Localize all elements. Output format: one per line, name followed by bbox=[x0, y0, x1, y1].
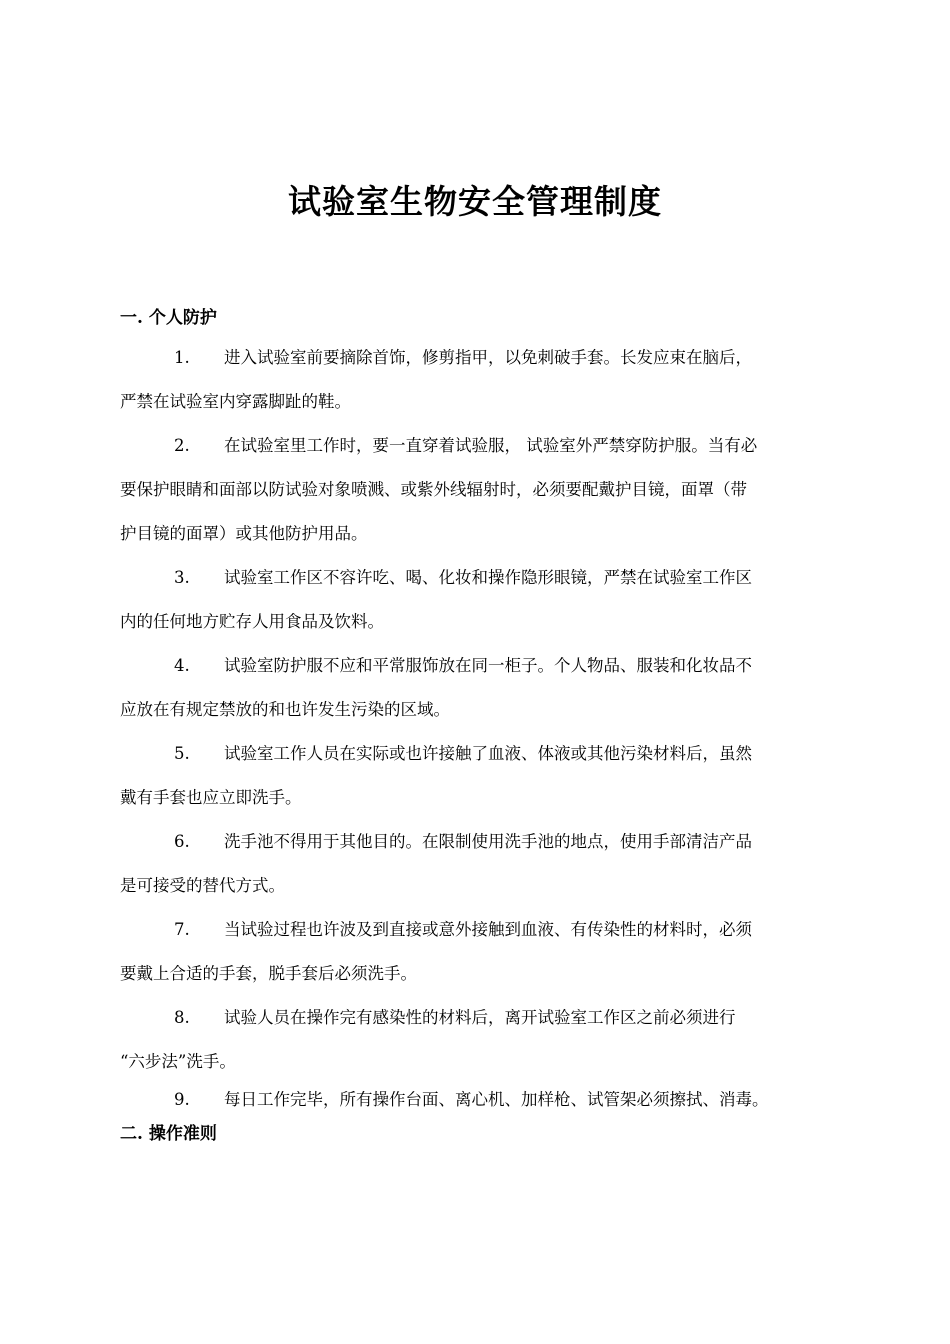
list-item-text: 试验人员在操作完有感染性的材料后，离开试验室工作区之前必须进行 bbox=[224, 1008, 736, 1027]
list-item-continuation-line: 要戴上合适的手套，脱手套后必须洗手。 bbox=[120, 964, 417, 983]
list-item bbox=[120, 644, 860, 732]
list-item bbox=[120, 336, 860, 424]
list-item-text: 在试验室里工作时，要一直穿着试验服， 试验室外严禁穿防护服。当有必 bbox=[224, 436, 758, 455]
list-item-text: 试验室工作区不容许吃、喝、化妆和操作隐形眼镜，严禁在试验室工作区 bbox=[224, 568, 752, 587]
list-item bbox=[120, 424, 860, 556]
list-item-continuation-line: 戴有手套也应立即洗手。 bbox=[120, 788, 302, 807]
list-item-continuation-line: 内的任何地方贮存人用食品及饮料。 bbox=[120, 612, 384, 631]
list-item-first-line bbox=[120, 996, 860, 1040]
list-item-text: 进入试验室前要摘除首饰，修剪指甲，以免刺破手套。长发应束在脑后， bbox=[224, 348, 752, 367]
page-title: 试验室生物安全管理制度 bbox=[288, 182, 662, 221]
list-item bbox=[120, 556, 860, 644]
list-item-text: 洗手池不得用于其他目的。在限制使用洗手池的地点，使用手部清洁产品 bbox=[224, 832, 752, 851]
list-item-first-line bbox=[120, 1078, 860, 1122]
list-item-first-line bbox=[120, 820, 860, 864]
list-item-number: 6. bbox=[174, 832, 190, 851]
list-item-continuation-line: 应放在有规定禁放的和也许发生污染的区域。 bbox=[120, 700, 450, 719]
list-item bbox=[120, 908, 860, 996]
list-item-number: 8. bbox=[174, 1008, 190, 1027]
list-item-continuation-line: 是可接受的替代方式。 bbox=[120, 876, 285, 895]
list-item-continuation-line: 严禁在试验室内穿露脚趾的鞋。 bbox=[120, 392, 351, 411]
list-item bbox=[120, 732, 860, 820]
list-item-number: 2. bbox=[174, 436, 190, 455]
list-item-first-line bbox=[120, 644, 860, 688]
list-item-number: 5. bbox=[174, 744, 190, 763]
list-item-number: 7. bbox=[174, 920, 190, 939]
list-item bbox=[120, 1078, 860, 1122]
list-item-first-line bbox=[120, 732, 860, 776]
list-item-continuation-line: 护目镜的面罩）或其他防护用品。 bbox=[120, 524, 368, 543]
list-item-number: 4. bbox=[174, 656, 190, 675]
list-item-continuation-line: “六步法”洗手。 bbox=[120, 1052, 236, 1071]
list-item-number: 1. bbox=[174, 348, 190, 367]
list-item-first-line bbox=[120, 424, 860, 468]
list-item-text: 当试验过程也许波及到直接或意外接触到血液、有传染性的材料时，必须 bbox=[224, 920, 752, 939]
list-item bbox=[120, 996, 860, 1084]
section-heading-operating-rules: 二. 操作准则 bbox=[120, 1124, 217, 1144]
list-item-text: 每日工作完毕，所有操作台面、离心机、加样枪、试管架必须擦拭、消毒。 bbox=[224, 1090, 769, 1109]
list-item-first-line bbox=[120, 908, 860, 952]
list-item bbox=[120, 820, 860, 908]
list-item-continuation-line: 要保护眼睛和面部以防试验对象喷溅、或紫外线辐射时，必须要配戴护目镜，面罩（带 bbox=[120, 480, 747, 499]
section-heading-personal-protection: 一. 个人防护 bbox=[120, 308, 217, 328]
list-item-number: 9. bbox=[174, 1090, 190, 1109]
list-item-number: 3. bbox=[174, 568, 190, 587]
list-item-first-line bbox=[120, 336, 860, 380]
list-item-text: 试验室工作人员在实际或也许接触了血液、体液或其他污染材料后，虽然 bbox=[224, 744, 752, 763]
list-item-text: 试验室防护服不应和平常服饰放在同一柜子。个人物品、服装和化妆品不 bbox=[224, 656, 752, 675]
list-item-first-line bbox=[120, 556, 860, 600]
